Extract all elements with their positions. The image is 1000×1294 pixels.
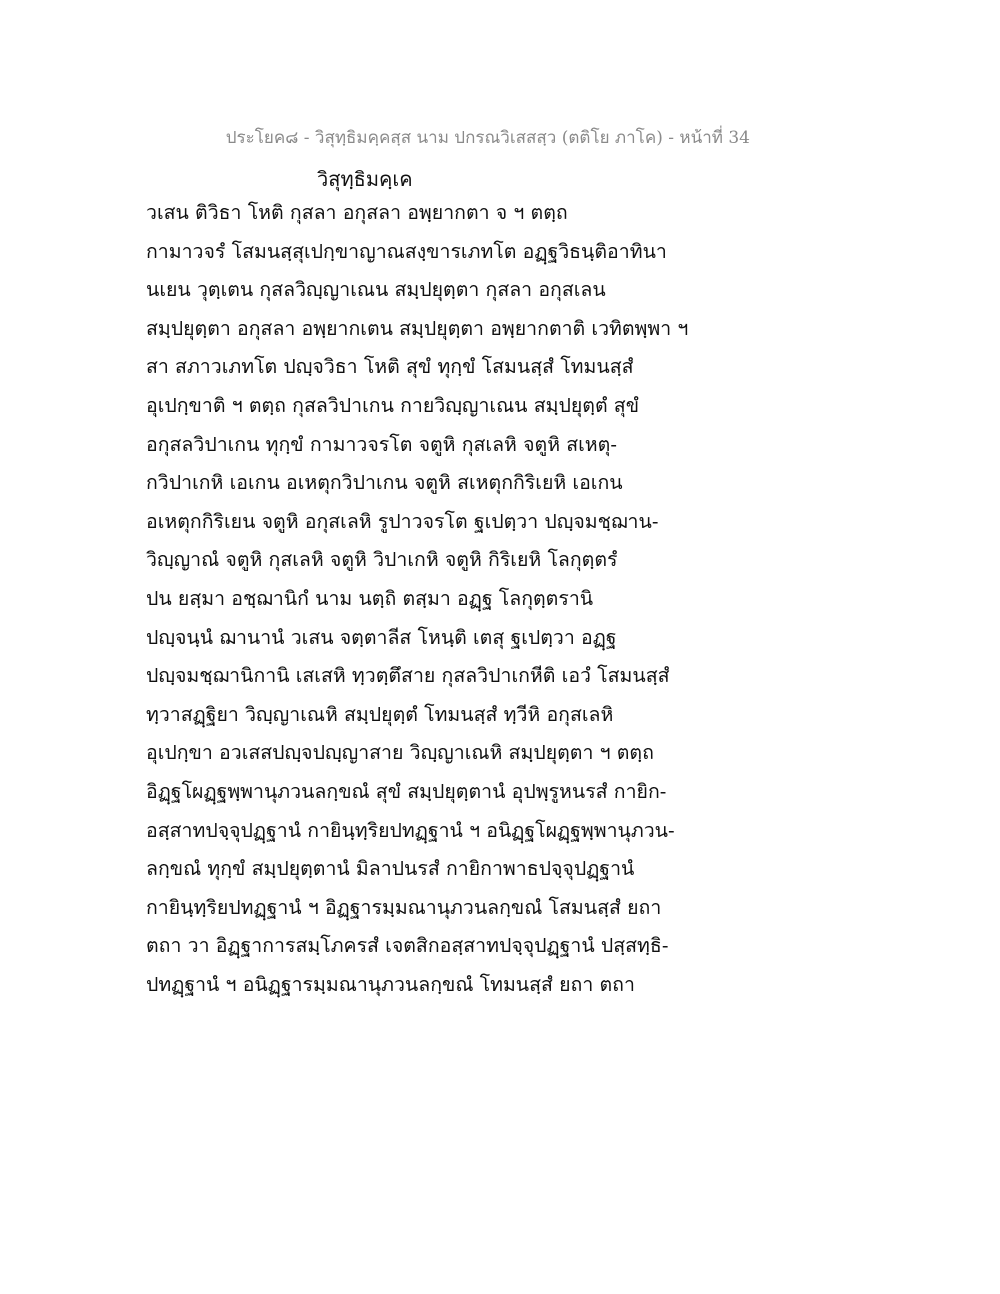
text-line: วเสน ติวิธา โหติ กุสลา อกุสลา อพฺยากตา จ ฯ ตตฺถ xyxy=(146,201,568,224)
text-line: ปน ยสฺมา อชฺฌานิกํ นาม นตฺถิ ตสฺมา อฏฺฐ โลกุตฺตรานิ xyxy=(146,586,594,610)
text-line: สมฺปยุตฺตา อกุสลา อพฺยากเตน สมฺปยุตฺตา อพฺยากตาติ เวทิตพฺพา ฯ xyxy=(146,316,689,340)
text-line: ลกฺขณํ ทุกฺขํ สมฺปยุตฺตานํ มิลาปนรสํ กายิกาพาธปจฺจุปฏฺฐานํ xyxy=(146,857,635,881)
text-line: วิญฺญาณํ จตูหิ กุสเลหิ จตูหิ วิปาเกหิ จตูหิ กิริเยหิ โลกุตฺตรํ xyxy=(146,548,618,572)
text-line: นเยน วุตฺเตน กุสลวิญฺญาเณน สมฺปยุตฺตา กุสลา อกุสเลน xyxy=(146,278,606,302)
text-line: อุเปกฺขา อวเสสปญฺจปญฺญาสาย วิญฺญาเณหิ สมฺปยุตฺตา ฯ ตตฺถ xyxy=(146,741,654,765)
text-line: อสฺสาทปจฺจุปฏฺฐานํ กายินฺทฺริยปทฏฺฐานํ ฯ อนิฏฺฐโผฏฺฐพฺพานุภวน- xyxy=(146,818,675,842)
text-line: ปญฺจมชฺฌานิกานิ เสเสหิ ทฺวตฺตึสาย กุสลวิปาเกหีติ เอวํ โสมนสฺสํ xyxy=(146,664,670,688)
running-header: ประโยค๘ - วิสุทฺธิมคฺคสฺส นาม ปกรณวิเสสสฺว (ตติโย ภาโค) - หน้าที่ 34 xyxy=(225,128,750,148)
text-line: อกุสลวิปาเกน ทุกฺขํ กามาวจรโต จตูหิ กุสเลหิ จตูหิ สเหตุ- xyxy=(146,432,617,456)
text-line: ปญฺจนฺนํ ฌานานํ วเสน จตฺตาลีส โหนฺติ เตสุ ฐเปตฺวา อฏฺฐ xyxy=(146,625,617,649)
text-line: กามาวจรํ โสมนสฺสุเปกฺขาญาณสงฺขารเภทโต อฏฺฐวิธนฺติอาทินา xyxy=(146,239,667,263)
text-line: สา สภาวเภทโต ปญฺจวิธา โหติ สุขํ ทุกฺขํ โสมนสฺสํ โทมนสฺสํ xyxy=(146,355,634,379)
text-line: อเหตุกกิริเยน จตูหิ อกุสเลหิ รูปาวจรโต ฐเปตฺวา ปญฺจมชฺฌาน- xyxy=(146,509,659,533)
text-line: กวิปาเกหิ เอเกน อเหตุกวิปาเกน จตูหิ สเหตุกกิริเยหิ เอเกน xyxy=(146,471,623,495)
body-text xyxy=(146,194,706,1004)
chapter-title: วิสุทฺธิมคฺเค xyxy=(317,167,413,191)
text-line: อุเปกฺขาติ ฯ ตตฺถ กุสลวิปาเกน กายวิญฺญาเณน สมฺปยุตฺตํ สุขํ xyxy=(146,393,640,417)
text-line: ตถา วา อิฏฺฐาการสมฺโภครสํ เจตสิกอสฺสาทปจฺจุปฏฺฐานํ ปสฺสทฺธิ- xyxy=(146,934,669,958)
text-line: กายินฺทฺริยปทฏฺฐานํ ฯ อิฏฺฐารมฺมณานุภวนลกฺขณํ โสมนสฺสํ ยถา xyxy=(146,895,662,919)
text-line: ปทฏฺฐานํ ฯ อนิฏฺฐารมฺมณานุภวนลกฺขณํ โทมนสฺสํ ยถา ตถา xyxy=(146,972,635,996)
text-line: ทฺวาสฏฺฐิยา วิญฺญาเณหิ สมฺปยุตฺตํ โทมนสฺสํ ทฺวีหิ อกุสเลหิ xyxy=(146,702,614,726)
text-line: อิฏฺฐโผฏฺฐพฺพานุภวนลกฺขณํ สุขํ สมฺปยุตฺตานํ อุปพฺรูหนรสํ กายิก- xyxy=(146,779,667,803)
